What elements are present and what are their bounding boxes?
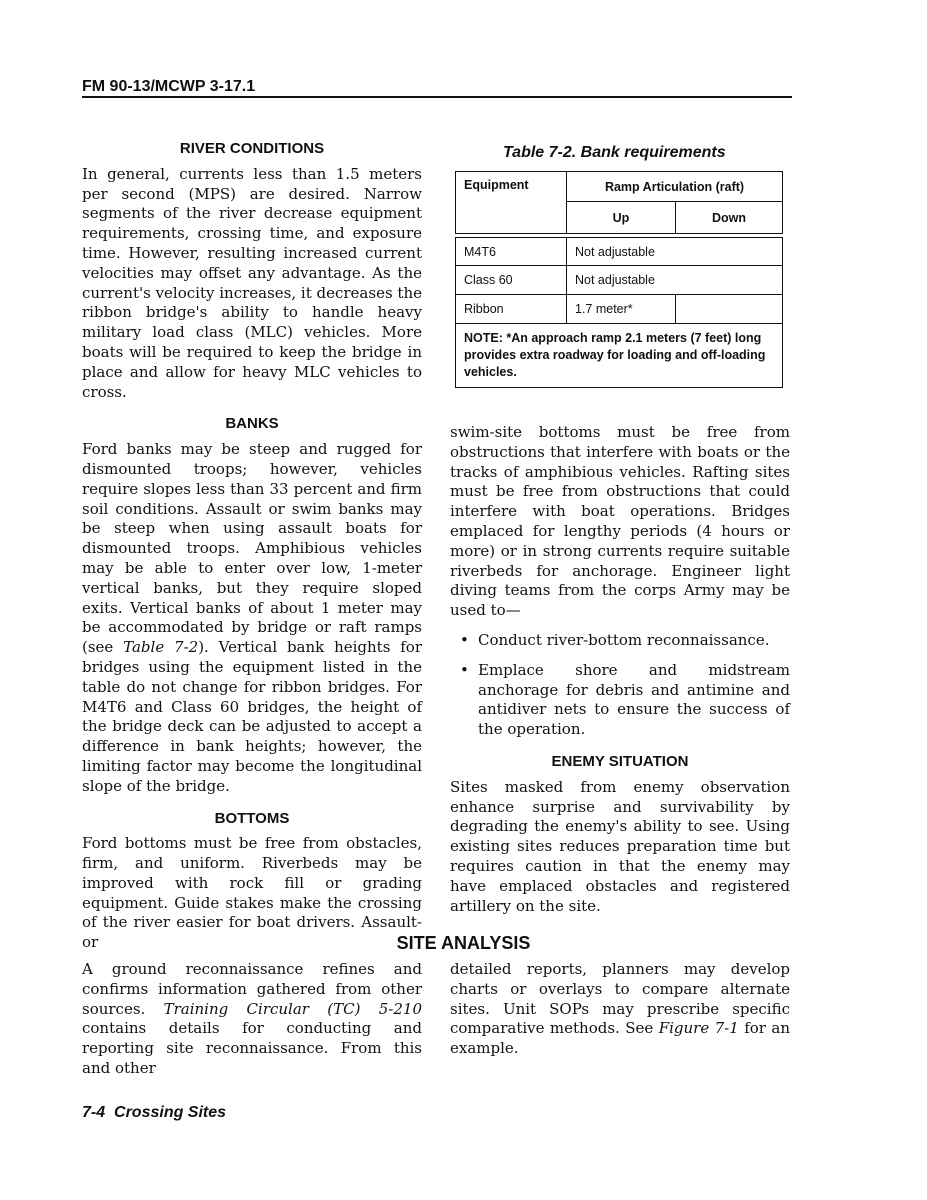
banks-heading: BANKS xyxy=(225,415,279,433)
river-conditions-body: In general, currents less than 1.5 meters per second (MPS) are desired. Narrow segments of the river decrease equipment requirements, crossing time, and exposure time. However, resulting increased current velocities may offset any advantage. As the current's velocity increases, it decreases the ribbon bridge's ability to handle heavy military load class (MLC) vehicles. More boats will be required to keep the bridge in place and allow for heavy MLC vehicles to cross. xyxy=(82,164,422,401)
bank-requirements-table xyxy=(455,171,783,388)
enemy-situation-heading: ENEMY SITUATION xyxy=(551,752,689,770)
table-row xyxy=(456,266,783,295)
header-equipment: Equipment xyxy=(456,172,567,234)
list-item: • Emplace shore and midstream anchorage for debris and antimine and antidiver nets to ensure the success of the operation. xyxy=(460,660,790,739)
left-column-top xyxy=(82,139,422,953)
bottoms-heading: BOTTOMS xyxy=(214,809,290,827)
figure-reference: Figure 7-1 xyxy=(658,1019,739,1038)
site-analysis-left: A ground reconnaissance refines and confirms information gathered from other sources. Training Circular (TC) 5-210 contains details for conducting and reporting site reconnaissance. From this and other xyxy=(82,960,422,1077)
header-down: Down xyxy=(676,202,783,234)
site-analysis-right: detailed reports, planners may develop charts or overlays to compare alternate sites. Unit SOPs may prescribe specific comparative methods. See Figure 7-1 for an example. xyxy=(450,960,790,1058)
cell-up: Not adjustable xyxy=(567,266,783,295)
bottoms-bullet-list xyxy=(450,631,790,740)
cell-up: 1.7 meter* xyxy=(567,295,676,324)
cell-up: Not adjustable xyxy=(567,238,783,266)
cell-equipment: Ribbon xyxy=(456,295,567,324)
table-title: Table 7-2. Bank requirements xyxy=(503,144,726,161)
header-rule xyxy=(82,96,792,98)
cell-equipment: M4T6 xyxy=(456,238,567,266)
list-item: • Conduct river-bottom reconnaissance. xyxy=(460,630,770,649)
river-conditions-heading: RIVER CONDITIONS xyxy=(179,140,325,157)
document-id: FM 90-13/MCWP 3-17.1 xyxy=(82,78,256,95)
banks-body: Ford banks may be steep and rugged for dismounted troops; however, vehicles require slopes less than 33 percent and firm soil conditions. Assault or swim banks may be steep when using assault boats for dismounted troops. Amphibious vehicles may be able to enter over low, 1-meter vertical banks, but they require sloped exits. Vertical banks of about 1 meter may be accommodated by bridge or raft ramps (see Table 7-2). Vertical bank heights for bridges using the equipment listed in the table do not change for ribbon bridges. For M4T6 and Class 60 bridges, the height of the bridge deck can be adjusted to accept a difference in bank heights; however, the limiting factor may become the longitudinal slope of the bridge. xyxy=(82,440,422,795)
enemy-situation-body: Sites masked from enemy observation enhance surprise and survivability by degrading the enemy's ability to see. Using existing sites reduces preparation time but requires caution in that the enemy may have emplaced obstacles and registered artillery on the site. xyxy=(450,777,790,915)
right-column xyxy=(450,423,790,916)
bottoms-body-right: swim-site bottoms must be free from obstructions that interfere with boats or the tracks of amphibious vehicles. Rafting sites must be free from obstructions that could interfere with boat operations. Bridges emplaced for lengthy periods (4 hours or more) or in strong currents require suitable riverbeds for anchorage. Engineer light diving teams from the corps Army may be used to— xyxy=(450,423,790,620)
header-ramp-articulation: Ramp Articulation (raft) xyxy=(567,172,783,202)
header-up: Up xyxy=(567,202,676,234)
page-footer: 7-4 Crossing Sites xyxy=(82,1104,227,1121)
table-row xyxy=(456,295,783,324)
cell-equipment: Class 60 xyxy=(456,266,567,295)
cell-down xyxy=(676,295,783,324)
site-analysis-heading: SITE ANALYSIS xyxy=(396,933,531,953)
tc-reference: Training Circular (TC) 5-210 xyxy=(163,999,422,1018)
table-row xyxy=(456,238,783,266)
bottoms-body-left: Ford bottoms must be free from obstacles, firm, and uniform. Riverbeds may be improved with rock fill or grading equipment. Guide stakes make the crossing of the river easier for boat drivers. Assault- or xyxy=(82,834,422,952)
table-reference: Table 7-2 xyxy=(123,638,199,657)
table-note: NOTE: *An approach ramp 2.1 meters (7 feet) long provides extra roadway for loading and off-loading vehicles. xyxy=(456,324,783,388)
